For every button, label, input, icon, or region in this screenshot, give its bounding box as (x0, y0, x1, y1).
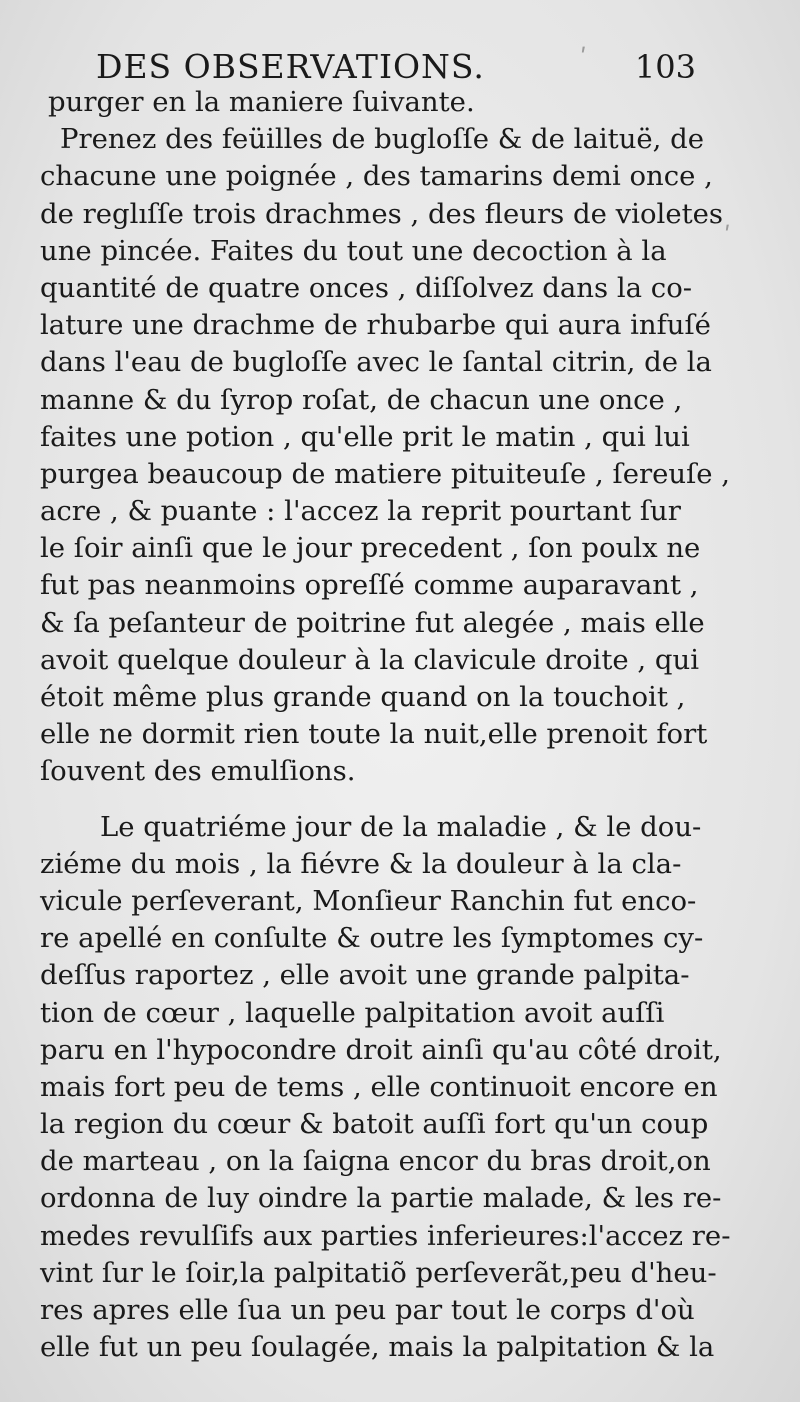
text-line: medes revulſifs aux parties inferieures:l'accez re- (40, 1219, 731, 1252)
stray-mark: ʹ (724, 222, 731, 250)
text-line: paru en l'hypocondre droit ainſi qu'au côté droit, (40, 1033, 722, 1066)
text-line: mais fort peu de tems , elle continuoit encore en (40, 1070, 718, 1103)
text-line: manne & du ſyrop roſat, de chacun une once , (40, 383, 683, 416)
running-title: DES OBSERVATIONS. (96, 47, 485, 86)
paragraph-2 (40, 809, 731, 1367)
text-line: vint ſur le ſoir,la palpitatiõ perſeverãt,peu d'heu- (40, 1256, 717, 1289)
stray-mark: ʹ (580, 44, 587, 72)
body-text (40, 84, 731, 1366)
text-line: ordonna de luy oindre la partie malade, & les re- (40, 1182, 722, 1215)
text-line: faites une potion , qu'elle prit le matin , qui lui (40, 420, 690, 453)
paragraph-gap (40, 791, 720, 809)
text-line: tion de cœur , laquelle palpitation avoit auſſi (40, 996, 665, 1029)
text-line: ziéme du mois , la fiévre & la douleur à la cla- (40, 847, 682, 880)
text-line: une pincée. Faites du tout une decoction à la (40, 234, 667, 267)
text-line: étoit même plus grande quand on la touchoit , (40, 681, 686, 713)
text-line: lature une drachme de rhubarbe qui aura infuſé (40, 309, 711, 342)
text-line: re apellé en conſulte & outre les ſymptomes cy- (40, 922, 704, 955)
text-line: res apres elle ſua un peu par tout le corps d'où (40, 1294, 695, 1326)
page-number: 103 (634, 48, 696, 86)
text-line: Prenez des feüilles de bugloſſe & de laituë, de (60, 123, 705, 156)
text-line: de marteau , on la ſaigna encor du bras droit,on (40, 1145, 711, 1178)
text-line: elle fut un peu ſoulagée, mais la palpitation & la (40, 1331, 715, 1364)
text-line: avoit quelque douleur à la clavicule droite , qui (40, 643, 700, 676)
text-line: & ſa peſanteur de poitrine fut alegée , mais elle (40, 606, 705, 639)
text-line: acre , & puante : l'accez la reprit pourtant ſur (40, 495, 681, 528)
text-line: de reglıſſe trois drachmes , des fleurs de violetes (40, 197, 724, 230)
text-line: purgea beaucoup de matiere pituiteuſe , ſereuſe , (40, 457, 731, 490)
text-line: ſouvent des emulſions. (40, 755, 356, 788)
text-line: Le quatriéme jour de la maladie , & le dou- (100, 810, 702, 843)
text-line: quantité de quatre onces , diſſolvez dans la co- (40, 271, 693, 304)
text-line: elle ne dormit rien toute la nuit,elle prenoit fort (40, 718, 708, 751)
text-line: dans l'eau de bugloſſe avec le ſantal citrin, de la (40, 346, 712, 379)
text-line: purger en la maniere ſuivante. (48, 86, 475, 118)
paragraph-1 (40, 84, 731, 791)
text-line: fut pas neanmoins opreſſé comme auparavant , (40, 569, 699, 602)
text-line: la region du cœur & batoit auſſi fort qu'un coup (40, 1108, 709, 1141)
text-line: chacune une poignée , des tamarins demi once , (40, 160, 713, 193)
text-line: vicule perſeverant, Monſieur Ranchin fut enco- (40, 884, 697, 917)
text-line: le ſoir ainſi que le jour precedent , ſon poulx ne (40, 532, 701, 565)
text-line: deſſus raportez , elle avoit une grande palpita- (40, 959, 690, 992)
